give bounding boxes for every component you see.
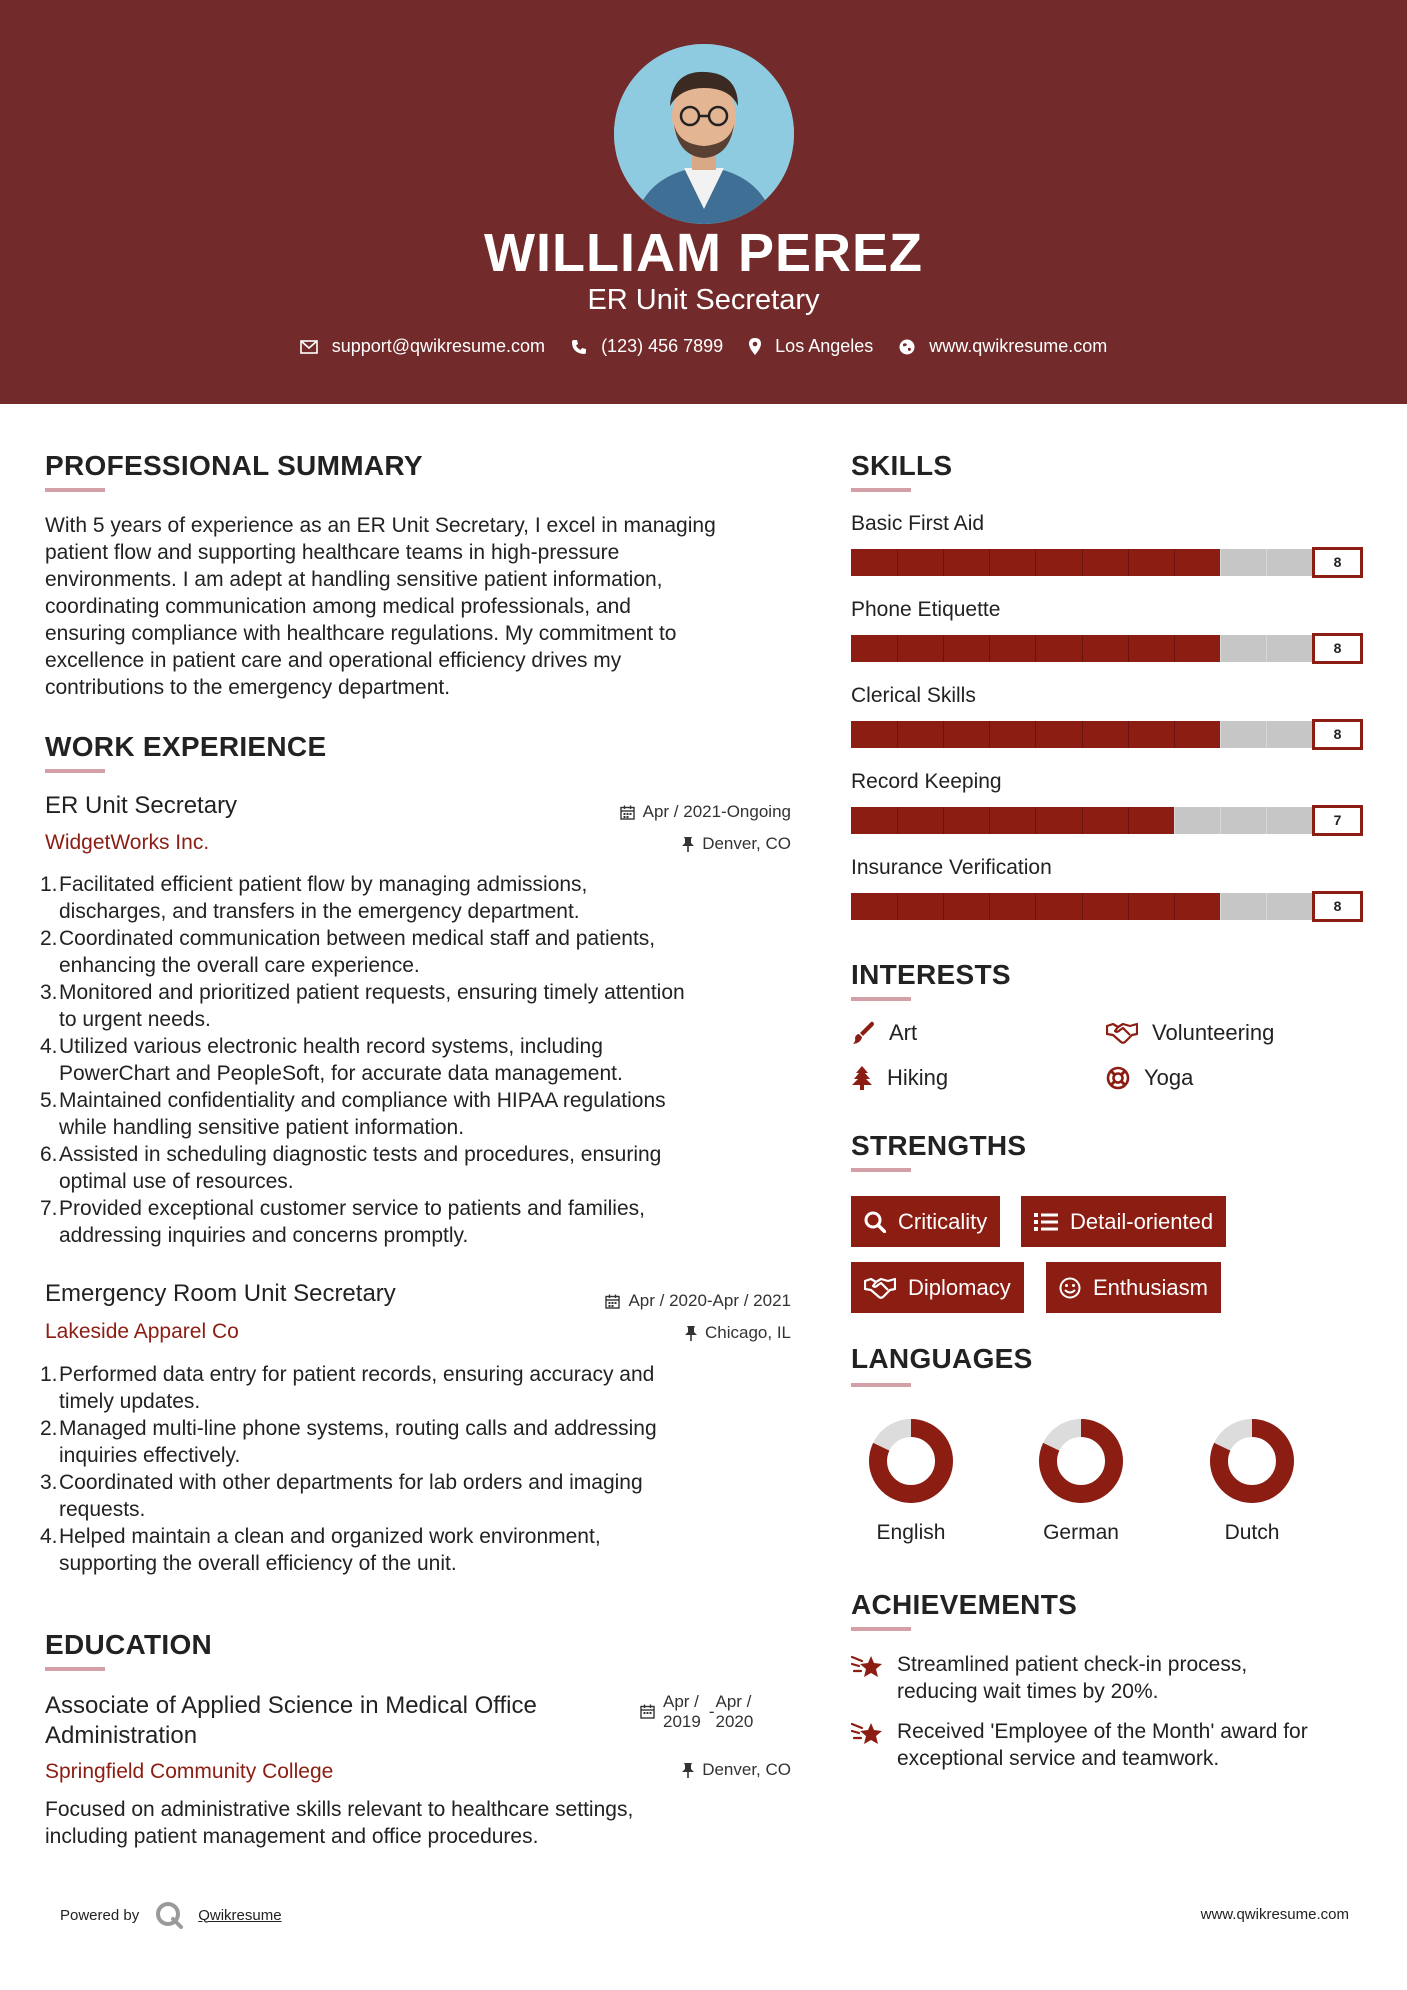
skill-bar-divider	[1174, 635, 1175, 662]
skill-score: 8	[1312, 633, 1363, 664]
calendar-icon	[640, 1704, 655, 1719]
interests-heading: INTERESTS	[851, 959, 1011, 990]
job-date	[605, 1291, 791, 1311]
strength-chip-diplomacy: Diplomacy	[851, 1262, 1024, 1313]
qwikresume-link[interactable]: Qwikresume	[198, 1906, 282, 1924]
school-name: Springfield Community College	[45, 1760, 334, 1783]
skill-bar	[851, 807, 1312, 834]
shooting-star-icon	[851, 1720, 883, 1746]
skill-bar-divider	[1082, 893, 1083, 920]
pushpin-icon	[682, 837, 694, 852]
summary-heading: PROFESSIONAL SUMMARY	[45, 450, 423, 481]
language-label: English	[876, 1521, 946, 1544]
person-avatar-icon	[614, 44, 794, 224]
skill-name: Basic First Aid	[851, 512, 985, 535]
skill-bar-divider	[1035, 549, 1036, 576]
strength-chip-enthusiasm: Enthusiasm	[1046, 1262, 1221, 1313]
contact-email[interactable]	[300, 336, 545, 357]
skill-bar-divider	[1266, 635, 1267, 662]
skill-bar-divider	[1220, 721, 1221, 748]
interests-underline	[851, 997, 911, 1001]
language-item	[1187, 1416, 1317, 1545]
summary-line: environments. I am adept at handling sensitive patient information,	[45, 568, 663, 591]
job-title: Emergency Room Unit Secretary	[45, 1280, 396, 1307]
skill-bar-divider	[1082, 549, 1083, 576]
contact-phone[interactable]	[571, 336, 723, 357]
skill-bar-fill	[851, 807, 1174, 834]
skill-bar-divider	[897, 635, 898, 662]
skill-bar-divider	[989, 807, 990, 834]
job-company: WidgetWorks Inc.	[45, 831, 210, 854]
job-location	[682, 834, 791, 854]
list-item: 6. Assisted in scheduling diagnostic tests and procedures, ensuring optimal use of resources.	[40, 1143, 662, 1193]
job-date-text: Apr / 2021-Ongoing	[642, 802, 791, 821]
shooting-star-icon	[851, 1653, 883, 1679]
education-location-text: Denver, CO	[702, 1760, 791, 1779]
phone-text: (123) 456 7899	[601, 336, 724, 356]
list-icon	[1034, 1212, 1058, 1232]
skill-bar-divider	[989, 635, 990, 662]
skill-bar-divider	[989, 721, 990, 748]
calendar-icon	[605, 1294, 620, 1309]
powered-by-text: Powered by	[60, 1906, 140, 1924]
skill-bar-divider	[1220, 807, 1221, 834]
location-text: Los Angeles	[775, 336, 874, 356]
list-item: 3. Coordinated with other departments for lab orders and imaging requests.	[40, 1471, 643, 1521]
language-item	[846, 1416, 976, 1545]
search-icon	[864, 1211, 886, 1233]
skill-bar-divider	[1220, 893, 1221, 920]
skill-bar-divider	[989, 893, 990, 920]
interest-item-yoga: Yoga	[1106, 1065, 1193, 1091]
skill-bar	[851, 635, 1312, 662]
handshake-icon	[1106, 1022, 1138, 1044]
summary-line: coordinating communication among medical professionals, and	[45, 595, 631, 618]
summary-line: excellence in patient care and operational efficiency drives my	[45, 649, 622, 672]
list-item: 5. Maintained confidentiality and compliance with HIPAA regulations while handling sensitive patient information.	[40, 1089, 666, 1139]
globe-icon	[899, 339, 915, 355]
education-description	[45, 1796, 633, 1850]
skill-bar-divider	[1266, 721, 1267, 748]
summary-line: contributions to the emergency department.	[45, 676, 451, 699]
summary-line: With 5 years of experience as an ER Unit Secretary, I excel in managing	[45, 514, 716, 537]
education-heading: EDUCATION	[45, 1629, 213, 1660]
job-company: Lakeside Apparel Co	[45, 1320, 239, 1343]
degree-line: Administration	[45, 1722, 198, 1749]
strengths-underline	[851, 1168, 911, 1172]
resume-header	[0, 0, 1407, 404]
language-label: Dutch	[1224, 1521, 1280, 1544]
contact-website[interactable]	[899, 336, 1107, 357]
job-duties	[40, 1361, 800, 1577]
job-date-text: Apr / 2020-Apr / 2021	[628, 1291, 791, 1310]
strengths-heading: STRENGTHS	[851, 1130, 1027, 1161]
job-title: ER Unit Secretary	[45, 792, 238, 819]
experience-underline	[45, 769, 105, 773]
list-item: 7. Provided exceptional customer service to patients and families, addressing inquiries and concerns promptly.	[40, 1197, 645, 1247]
qwikresume-logo-icon	[154, 1900, 184, 1930]
job-location-text: Chicago, IL	[705, 1323, 791, 1342]
skill-score: 7	[1312, 805, 1363, 836]
languages-heading: LANGUAGES	[851, 1343, 1033, 1374]
tree-icon	[851, 1066, 873, 1090]
skill-bar-divider	[1174, 807, 1175, 834]
skill-bar-divider	[1082, 721, 1083, 748]
skill-bar-divider	[1035, 807, 1036, 834]
skill-bar-divider	[1174, 721, 1175, 748]
skill-bar	[851, 549, 1312, 576]
skill-bar-divider	[1174, 549, 1175, 576]
skill-name: Clerical Skills	[851, 684, 976, 707]
smile-icon	[1059, 1277, 1081, 1299]
list-item: 1. Performed data entry for patient records, ensuring accuracy and timely updates.	[40, 1363, 655, 1413]
achievement-item: Received 'Employee of the Month' award for exceptional service and teamwork.	[851, 1718, 1371, 1772]
footer-site-link[interactable]: www.qwikresume.com	[1200, 1906, 1349, 1923]
strength-chip-criticality: Criticality	[851, 1196, 1000, 1247]
list-item: 2. Managed multi-line phone systems, routing calls and addressing inquiries effectively.	[40, 1417, 657, 1467]
skill-score: 8	[1312, 891, 1363, 922]
list-item: 3. Monitored and prioritized patient requests, ensuring timely attention to urgent needs.	[40, 981, 685, 1031]
achievements-heading: ACHIEVEMENTS	[851, 1589, 1078, 1620]
language-item	[1016, 1416, 1146, 1545]
skill-bar-divider	[897, 721, 898, 748]
degree-line: Associate of Applied Science in Medical Office	[45, 1692, 537, 1719]
skill-bar-divider	[1220, 635, 1221, 662]
languages-underline	[851, 1383, 911, 1387]
skill-bar-divider	[1266, 549, 1267, 576]
skill-name: Record Keeping	[851, 770, 1002, 793]
skill-bar-divider	[1174, 893, 1175, 920]
education-desc-line: including patient management and office procedures.	[45, 1825, 539, 1848]
skill-bar-divider	[1266, 893, 1267, 920]
language-donut	[866, 1416, 956, 1506]
summary-line: ensuring compliance with healthcare regulations. My commitment to	[45, 622, 677, 645]
lifering-icon	[1106, 1066, 1130, 1090]
education-underline	[45, 1667, 105, 1671]
skill-bar-divider	[1128, 549, 1129, 576]
skill-bar-divider	[943, 893, 944, 920]
pushpin-icon	[685, 1326, 697, 1341]
strength-chip-detail-oriented: Detail-oriented	[1021, 1196, 1226, 1247]
skill-bar-divider	[1266, 807, 1267, 834]
website-text: www.qwikresume.com	[929, 336, 1108, 356]
contact-bar	[0, 336, 1407, 357]
skill-bar	[851, 721, 1312, 748]
skill-bar-divider	[1082, 807, 1083, 834]
candidate-name: WILLIAM PEREZ	[484, 223, 923, 283]
skill-bar-divider	[943, 635, 944, 662]
pushpin-icon	[682, 1763, 694, 1778]
skill-bar-divider	[943, 549, 944, 576]
interest-item-art: Art	[851, 1020, 917, 1046]
paintbrush-icon	[851, 1021, 875, 1045]
skill-name: Insurance Verification	[851, 856, 1052, 879]
skill-bar-divider	[989, 549, 990, 576]
list-item: 2. Coordinated communication between medical staff and patients, enhancing the overall care experience.	[40, 927, 656, 977]
interest-item-volunteering: Volunteering	[1106, 1020, 1274, 1046]
skill-bar-divider	[1035, 893, 1036, 920]
list-item: 4. Helped maintain a clean and organized work environment, supporting the overall efficiency of the unit.	[40, 1525, 601, 1575]
calendar-icon	[620, 805, 635, 820]
language-label: German	[1043, 1521, 1119, 1544]
skill-bar-divider	[897, 549, 898, 576]
experience-heading: WORK EXPERIENCE	[45, 731, 327, 762]
skill-bar	[851, 893, 1312, 920]
skill-bar-divider	[943, 721, 944, 748]
job-duties	[40, 871, 800, 1249]
degree-title	[45, 1691, 537, 1751]
phone-icon	[571, 339, 587, 355]
skill-bar-divider	[1082, 635, 1083, 662]
skill-bar-divider	[1128, 807, 1129, 834]
handshake-icon	[864, 1277, 896, 1299]
summary-underline	[45, 488, 105, 492]
achievements-underline	[851, 1627, 911, 1631]
skill-bar-divider	[1128, 893, 1129, 920]
education-date: Apr / 2019 - Apr / 2020	[640, 1692, 753, 1732]
education-desc-line: Focused on administrative skills relevant to healthcare settings,	[45, 1798, 634, 1821]
footer-powered-by	[60, 1900, 282, 1930]
skill-bar-divider	[1128, 635, 1129, 662]
skill-score: 8	[1312, 547, 1363, 578]
skill-name: Phone Etiquette	[851, 598, 1001, 621]
skill-bar-divider	[1128, 721, 1129, 748]
candidate-role: ER Unit Secretary	[587, 284, 820, 316]
map-pin-icon	[749, 338, 761, 355]
summary-line: patient flow and supporting healthcare teams in high-pressure	[45, 541, 620, 564]
job-location	[685, 1323, 791, 1343]
education-location	[682, 1760, 791, 1780]
skill-bar-divider	[897, 807, 898, 834]
email-text: support@qwikresume.com	[331, 336, 546, 356]
language-donut	[1036, 1416, 1126, 1506]
skill-bar-divider	[1035, 721, 1036, 748]
skill-bar-divider	[1220, 549, 1221, 576]
language-donut	[1207, 1416, 1297, 1506]
achievement-item: Streamlined patient check-in process, reducing wait times by 20%.	[851, 1651, 1371, 1705]
skill-bar-divider	[943, 807, 944, 834]
skill-bar-divider	[897, 893, 898, 920]
job-date	[620, 802, 791, 822]
skills-heading: SKILLS	[851, 450, 953, 481]
skill-score: 8	[1312, 719, 1363, 750]
interest-item-hiking: Hiking	[851, 1065, 948, 1091]
skills-underline	[851, 488, 911, 492]
skill-bar-divider	[1035, 635, 1036, 662]
list-item: 4. Utilized various electronic health record systems, including PowerChart and PeopleSoft, for accurate data management.	[40, 1035, 623, 1085]
envelope-icon	[300, 340, 318, 354]
contact-location	[749, 336, 873, 357]
profile-photo	[614, 44, 794, 224]
list-item: 1. Facilitated efficient patient flow by managing admissions, discharges, and transfers in the emergency department.	[40, 873, 588, 923]
job-location-text: Denver, CO	[702, 834, 791, 853]
summary-text	[45, 512, 716, 701]
